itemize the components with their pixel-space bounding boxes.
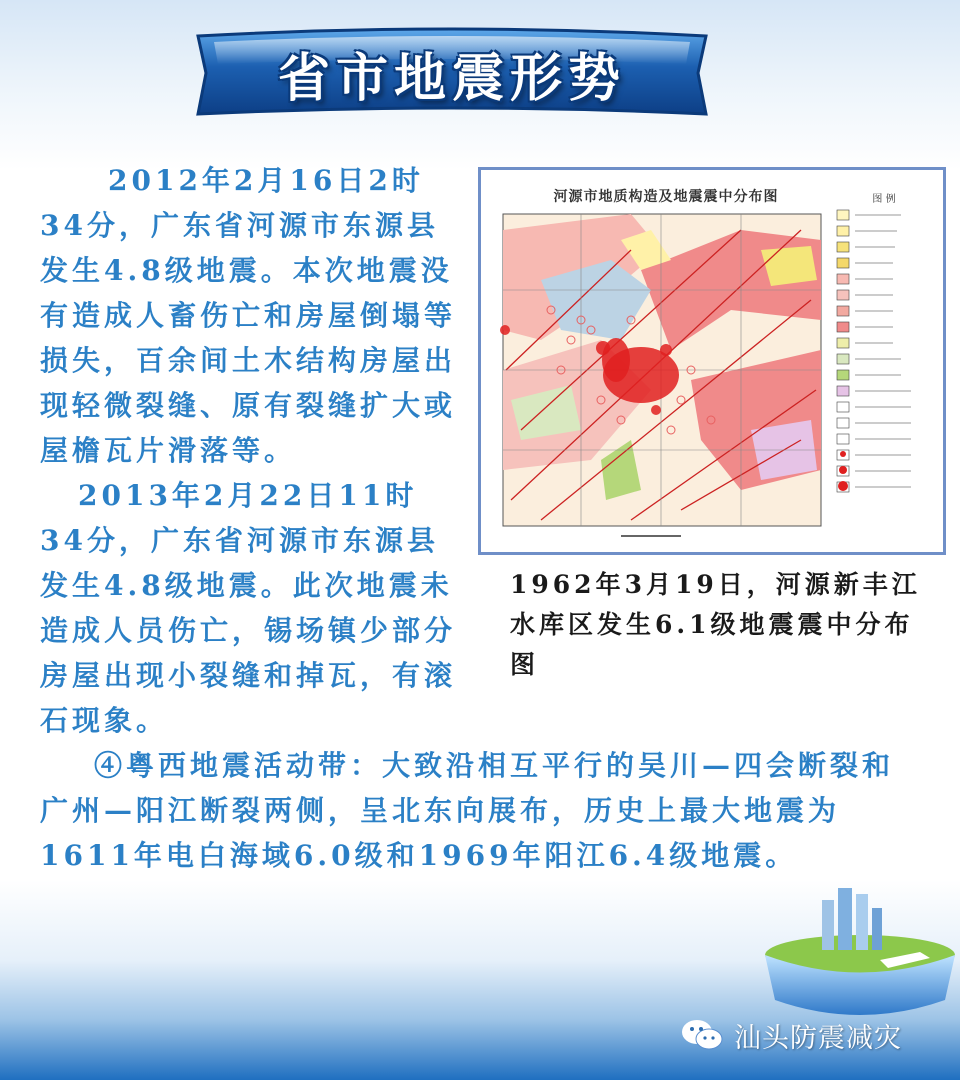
map-legend-title: 图 例 xyxy=(872,194,896,205)
page-title: 省市地震形势 xyxy=(277,48,626,109)
geology-map-figure xyxy=(478,167,946,555)
paragraph-west-guangdong-belt: ④粤西地震活动带：大致沿相互平行的吴川—四会断裂和广州—阳江断裂两侧，呈北东向展布，历史上最大地震为1611年电白海域6.0级和1969年阳江6.4级地震。 xyxy=(40,749,895,872)
wechat-icon xyxy=(680,1017,724,1053)
paragraph-2013-quake: 2013年2月22日11时34分，广东省河源市东源县发生4.8级地震。此次地震未造成人员伤亡，锡场镇少部分房屋出现小裂缝和掉瓦，有滚石现象。 xyxy=(40,479,457,737)
paragraph-2012-quake: 2012年2月16日2时34分，广东省河源市东源县发生4.8级地震。本次地震没有造成人畜伤亡和房屋倒塌等损失，百余间土木结构房屋出现轻微裂缝、原有裂缝扩大或屋檐瓦片滑落等。 xyxy=(40,164,457,467)
map-title: 河源市地质构造及地震震中分布图 xyxy=(553,189,779,205)
map-caption: 1962年3月19日，河源新丰江水库区发生6.1级地震震中分布图 xyxy=(510,570,921,679)
footer-account-name: 汕头防震减灾 xyxy=(734,1022,902,1054)
city-island-illustration xyxy=(760,880,960,1030)
title-banner xyxy=(178,18,726,128)
footer-account xyxy=(680,1010,950,1060)
geology-map xyxy=(481,170,943,552)
